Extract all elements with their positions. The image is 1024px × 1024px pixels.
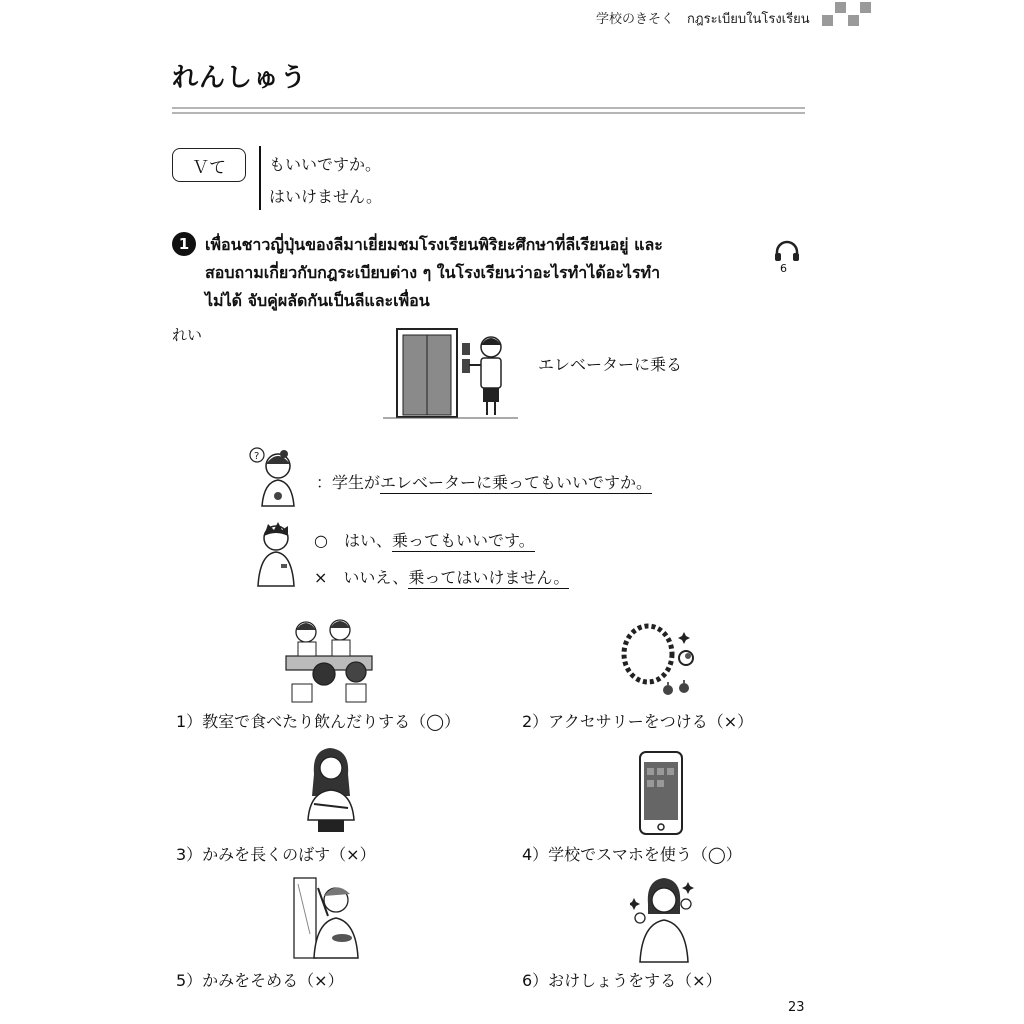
item-2-label: 2）アクセサリーをつける（×） <box>522 712 754 731</box>
example-label: れい <box>172 326 203 344</box>
answer-yes <box>314 528 535 551</box>
item-2-illustration <box>618 622 708 706</box>
item-1-illustration <box>282 612 377 708</box>
page-title: れんしゅう <box>172 63 308 93</box>
question-prefix: ：学生が <box>316 473 381 492</box>
pattern-line-1: もいいですか。 <box>269 155 382 174</box>
instruction-line-2: สอบถามเกี่ยวกับกฎระเบียบต่าง ๆ ในโรงเรียนว่าอะไรทำได้อะไรทำ <box>205 263 661 282</box>
pattern-divider <box>259 146 261 210</box>
pattern-line-2: はいけません。 <box>269 187 382 206</box>
item-3-illustration <box>300 744 362 838</box>
exercise-number: 1 <box>172 232 196 256</box>
headphones-icon[interactable] <box>773 240 801 266</box>
svg-text:?: ? <box>254 451 260 462</box>
audio-track-number: 6 <box>780 262 787 275</box>
student-answering-avatar <box>250 520 300 592</box>
yes-prefix: ○ はい、 <box>314 531 392 550</box>
student-asking-avatar <box>248 446 300 512</box>
page-number: 23 <box>788 1000 805 1015</box>
running-header: 学校のきそく กฎระเบียบในโรงเรียน <box>596 12 810 27</box>
pattern-box: Ｖて <box>172 148 246 182</box>
no-underlined: 乗ってはいけません。 <box>408 568 570 587</box>
title-rule-2 <box>172 112 805 114</box>
item-3-label: 3）かみを長くのばす（×） <box>176 845 376 864</box>
header-decoration <box>822 2 872 28</box>
item-4-label: 4）学校でスマホを使う（◯） <box>522 845 742 864</box>
example-phrase: エレベーターに乗る <box>538 355 683 374</box>
question-underlined: エレベーターに乗ってもいいですか。 <box>380 473 653 492</box>
title-rule <box>172 107 805 109</box>
example-question <box>316 470 652 493</box>
item-5-label: 5）かみをそめる（×） <box>176 971 344 990</box>
item-4-illustration <box>638 750 684 840</box>
item-5-illustration <box>292 874 364 966</box>
item-1-label: 1）教室で食べたり飲んだりする（◯） <box>176 712 461 731</box>
no-prefix: × いいえ、 <box>314 568 409 587</box>
instruction-line-1: เพื่อนชาวญี่ปุ่นของลีมาเยี่ยมชมโรงเรียนพิริยะศึกษาที่ลีเรียนอยู่ และ <box>205 235 663 254</box>
instruction-line-3: ไม่ได้ จับคู่ผลัดกันเป็นลีและเพื่อน <box>205 291 430 310</box>
answer-no <box>314 565 569 588</box>
yes-underlined: 乗ってもいいです。 <box>391 531 535 550</box>
item-6-label: 6）おけしょうをする（×） <box>522 971 722 990</box>
item-6-illustration <box>630 874 694 968</box>
elevator-illustration <box>383 325 518 425</box>
